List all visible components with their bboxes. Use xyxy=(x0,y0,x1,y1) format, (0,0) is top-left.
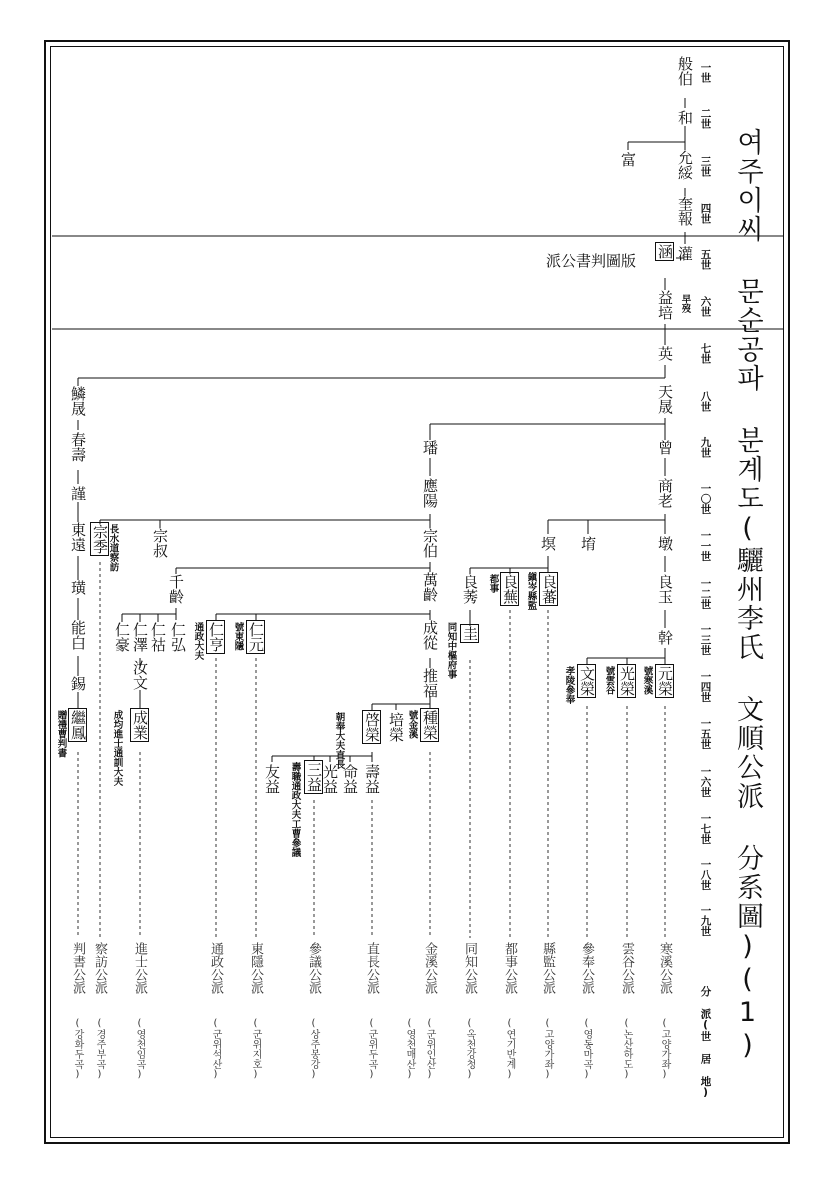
person-n11f: 宗季 xyxy=(91,524,109,554)
person-n15b: 培榮 xyxy=(387,712,405,742)
loc-11: (영천임곡) xyxy=(134,1018,145,1080)
loc-5: (옥천강청) xyxy=(464,1018,475,1080)
person-n14e: 汝文 xyxy=(131,660,149,690)
branch-4: 都事公派 xyxy=(502,942,517,994)
person-n10a: 商老 xyxy=(656,478,674,508)
branch-9: 東隱公派 xyxy=(248,942,263,994)
person-n13c: 成從 xyxy=(421,620,439,650)
person-n16d: 三益 xyxy=(305,762,323,792)
gen-7: 七世 xyxy=(699,343,712,364)
branch-8: 參議公派 xyxy=(306,942,321,994)
person-n13h: 仁元 xyxy=(247,622,265,652)
note-n13b: 同知中樞府事 xyxy=(445,622,457,679)
gen-6: 六世 xyxy=(699,296,712,317)
branch-10: 通政公派 xyxy=(208,942,223,994)
person-n9c: 春壽 xyxy=(69,432,87,462)
person-n5: 灌 xyxy=(676,246,694,261)
person-n15e: 繼鳳 xyxy=(69,710,87,740)
person-n15d: 成業 xyxy=(131,710,149,740)
branch-13: 判書公派 xyxy=(70,942,85,994)
loc-2: (영동마곡) xyxy=(581,1018,592,1080)
loc-7: (군위두곡) xyxy=(366,1018,377,1080)
person-n13i: 仁亨 xyxy=(207,622,225,652)
note-n6: 早歿 xyxy=(679,294,691,313)
person-n2: 和 xyxy=(676,110,694,125)
branch-12: 察訪公派 xyxy=(92,942,107,994)
gen-5: 五世 xyxy=(699,249,712,270)
note-n15a: 號金溪 xyxy=(406,710,418,739)
gen-1: 一世 xyxy=(699,62,712,83)
person-n5b: 涵 xyxy=(656,244,674,259)
loc-8: (상주봉강) xyxy=(308,1018,319,1080)
person-n11e: 宗叔 xyxy=(151,528,169,558)
person-n15a: 種榮 xyxy=(421,710,439,740)
person-n11c: 塓 xyxy=(539,536,557,551)
gen-16: 一六世 xyxy=(699,766,712,798)
person-n12d: 良莠 xyxy=(461,574,479,604)
branch-header: 分 派(世 居 地) xyxy=(699,986,712,1099)
person-n8b: 鱗晟 xyxy=(69,386,87,416)
person-n13f: 仁澤 xyxy=(131,622,149,652)
person-n13g: 仁豪 xyxy=(113,622,131,652)
loc-6: (군위인산) xyxy=(424,1018,435,1080)
person-n9a: 曾 xyxy=(656,440,674,455)
gen-2: 二世 xyxy=(699,108,712,129)
gen-15: 一五世 xyxy=(699,718,712,750)
note-n13i: 通政大夫 xyxy=(192,622,204,660)
note-n15e: 贈禮曹判書 xyxy=(55,710,67,758)
person-n8a: 天晟 xyxy=(656,384,674,414)
person-n3b: 富 xyxy=(619,152,637,167)
gen-8: 八世 xyxy=(699,391,712,412)
note-n14a: 號寒溪 xyxy=(641,666,653,695)
gen-14: 一四世 xyxy=(699,671,712,703)
person-n12g: 璜 xyxy=(69,580,87,595)
person-n11b: 堉 xyxy=(579,536,597,551)
person-n6: 益培 xyxy=(656,290,674,320)
gen-13: 一三世 xyxy=(699,624,712,656)
note-n12b: 鎭岑縣監 xyxy=(525,572,537,610)
note-n13h: 號東隱 xyxy=(232,622,244,651)
loc-9: (군위지호) xyxy=(250,1018,261,1080)
branch-3: 縣監公派 xyxy=(540,942,555,994)
gen-11: 一一世 xyxy=(699,530,712,562)
person-n1: 般伯 xyxy=(676,56,694,86)
chart-title: 여주이씨 문순공파 분계도(驪州李氏 文順公派 分系圖)(1) xyxy=(732,128,763,1063)
person-n16c: 光益 xyxy=(321,764,339,794)
note-n14c: 孝陵參奉 xyxy=(563,666,575,704)
loc-3: (고양가좌) xyxy=(542,1018,553,1080)
person-n12f: 千齡 xyxy=(167,574,185,604)
branch-5: 同知公派 xyxy=(462,942,477,994)
branch-6: 金溪公派 xyxy=(422,942,437,994)
branch-0: 寒溪公派 xyxy=(657,942,672,994)
person-n16b: 命益 xyxy=(341,764,359,794)
loc-1: (논산하도) xyxy=(621,1018,632,1080)
person-n13e: 仁祜 xyxy=(149,622,167,652)
branch-7: 直長公派 xyxy=(364,942,379,994)
gen-9: 九世 xyxy=(699,437,712,458)
person-n13d: 仁弘 xyxy=(169,622,187,652)
person-n12b: 良蕃 xyxy=(540,574,558,604)
person-n14c: 文榮 xyxy=(578,666,596,696)
person-n12c: 良蕪 xyxy=(501,574,519,604)
note-n14b: 號雲谷 xyxy=(603,666,615,695)
person-n13a: 幹 xyxy=(656,630,674,645)
pan-label: 派公書判圖版 xyxy=(546,252,637,270)
loc-10: (군위석산) xyxy=(210,1018,221,1080)
loc-4: (연기반계) xyxy=(504,1018,515,1080)
gen-19: 一九世 xyxy=(699,905,712,937)
gen-18: 一八世 xyxy=(699,859,712,891)
note-n12c: 都事 xyxy=(487,574,499,593)
loc-12: (경주부곡) xyxy=(94,1018,105,1080)
person-n9b: 璠 xyxy=(421,440,439,455)
person-n10b: 應陽 xyxy=(421,478,439,508)
gen-4: 四世 xyxy=(699,203,712,224)
person-n11d: 宗伯 xyxy=(421,528,439,558)
person-n4: 奎報 xyxy=(676,196,694,226)
branch-1: 雲谷公派 xyxy=(619,942,634,994)
note-n15c: 朝奉大夫直長 xyxy=(333,712,345,769)
gen-12: 一二世 xyxy=(699,578,712,610)
person-n14d: 推福 xyxy=(421,668,439,698)
person-n11a: 墩 xyxy=(656,536,674,551)
person-n14a: 元榮 xyxy=(656,666,674,696)
person-n12e: 萬齡 xyxy=(421,572,439,602)
branch-2: 參奉公派 xyxy=(579,942,594,994)
person-n13b: 圭 xyxy=(461,626,479,641)
person-n12a: 良玉 xyxy=(656,574,674,604)
person-n14b: 光榮 xyxy=(618,666,636,696)
person-n14f: 錫 xyxy=(69,676,87,691)
gen-17: 一七世 xyxy=(699,813,712,845)
note-n16d: 壽職通政大夫工曹參議 xyxy=(289,762,301,857)
person-n3a: 允綏 xyxy=(676,150,694,180)
person-n15c: 啓榮 xyxy=(363,712,381,742)
loc-13: (강화두곡) xyxy=(72,1018,83,1080)
branch-11: 進士公派 xyxy=(132,942,147,994)
loc-6b: (영천매산) xyxy=(404,1018,415,1080)
loc-0: (고양가좌) xyxy=(659,1018,670,1080)
person-n7: 英 xyxy=(656,346,674,361)
gen-10: 一〇世 xyxy=(699,483,712,515)
person-n13j: 能白 xyxy=(69,620,87,650)
person-n10c: 謹 xyxy=(69,486,87,501)
person-n11g: 東遠 xyxy=(69,522,87,552)
person-n16e: 友益 xyxy=(263,764,281,794)
note-n11f: 長水道察訪 xyxy=(107,524,119,572)
person-n16a: 壽益 xyxy=(363,764,381,794)
note-n15d: 成均進士通訓大夫 xyxy=(111,710,123,786)
gen-3: 三世 xyxy=(699,156,712,177)
